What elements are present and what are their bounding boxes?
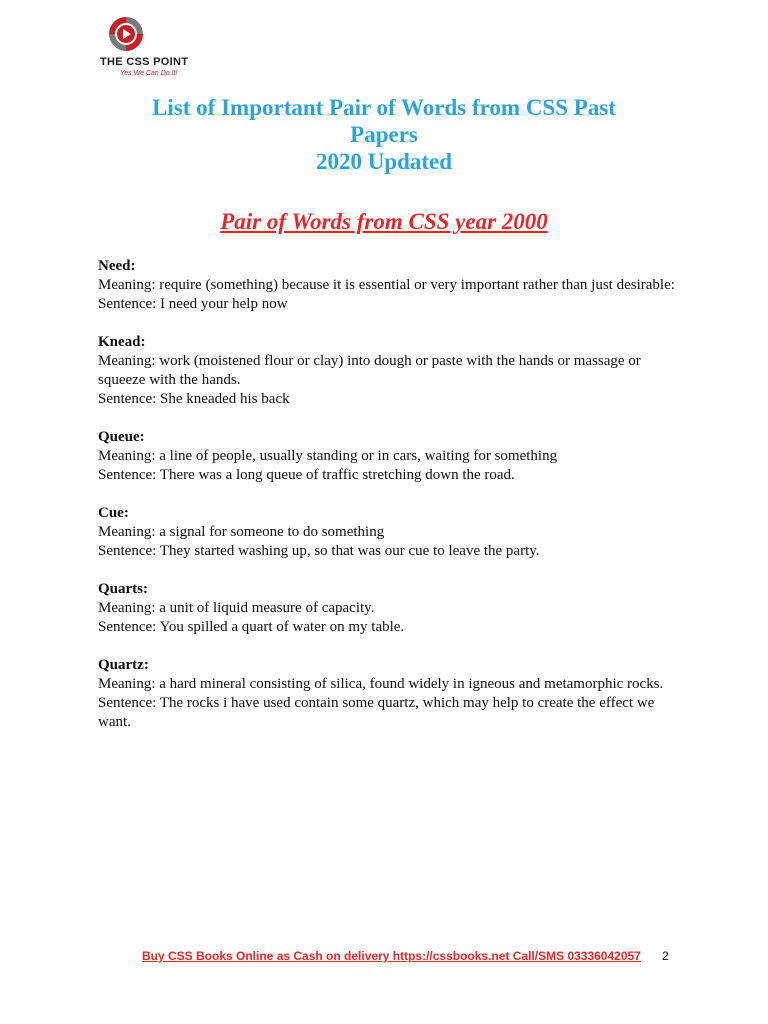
entry-word: Need: (98, 258, 136, 274)
word-entry-knead (98, 333, 678, 409)
title-line-1: List of Important Pair of Words from CSS Past (152, 95, 616, 120)
entry-meaning: Meaning: work (moistened flour or clay) into dough or paste with the hands or massage or squeeze with the hands. (98, 353, 641, 388)
entry-word: Quartz: (98, 657, 149, 673)
entry-sentence: Sentence: The rocks i have used contain some quartz, which may help to create the effect we want. (98, 695, 655, 730)
entry-meaning: Meaning: a hard mineral consisting of silica, found widely in igneous and metamorphic rocks. (98, 676, 664, 692)
entry-meaning: Meaning: a signal for someone to do something (98, 524, 385, 540)
footer-promo-link[interactable]: Buy CSS Books Online as Cash on delivery https://cssbooks.net Call/SMS 03336042057 (142, 949, 641, 963)
entry-sentence: Sentence: I need your help now (98, 296, 288, 312)
word-entry-quarts (98, 580, 678, 637)
word-list (98, 257, 678, 751)
entry-sentence: Sentence: There was a long queue of traffic stretching down the road. (98, 467, 515, 483)
entry-meaning: Meaning: require (something) because it is essential or very important rather than just desirable: (98, 277, 675, 293)
entry-meaning: Meaning: a unit of liquid measure of capacity. (98, 600, 375, 616)
title-line-2: Papers (350, 122, 418, 147)
logo-name: THE CSS POINT (100, 56, 189, 68)
entry-meaning: Meaning: a line of people, usually standing or in cars, waiting for something (98, 448, 558, 464)
title-line-3: 2020 Updated (315, 149, 453, 174)
entry-word: Cue: (98, 505, 129, 521)
logo-tagline: Yes We Can Do It! (120, 70, 178, 77)
css-point-logo-icon (106, 14, 146, 54)
page-number: 2 (662, 949, 669, 963)
word-entry-quartz (98, 656, 678, 732)
entry-sentence: Sentence: They started washing up, so that was our cue to leave the party. (98, 543, 540, 559)
word-entry-need (98, 257, 678, 314)
page-title (110, 94, 658, 175)
word-entry-queue (98, 428, 678, 485)
logo (100, 14, 200, 82)
section-heading: Pair of Words from CSS year 2000 (220, 209, 548, 234)
entry-sentence: Sentence: You spilled a quart of water on my table. (98, 619, 405, 635)
entry-word: Knead: (98, 334, 146, 350)
entry-word: Quarts: (98, 581, 148, 597)
word-entry-cue (98, 504, 678, 561)
entry-word: Queue: (98, 429, 145, 445)
entry-sentence: Sentence: She kneaded his back (98, 391, 290, 407)
